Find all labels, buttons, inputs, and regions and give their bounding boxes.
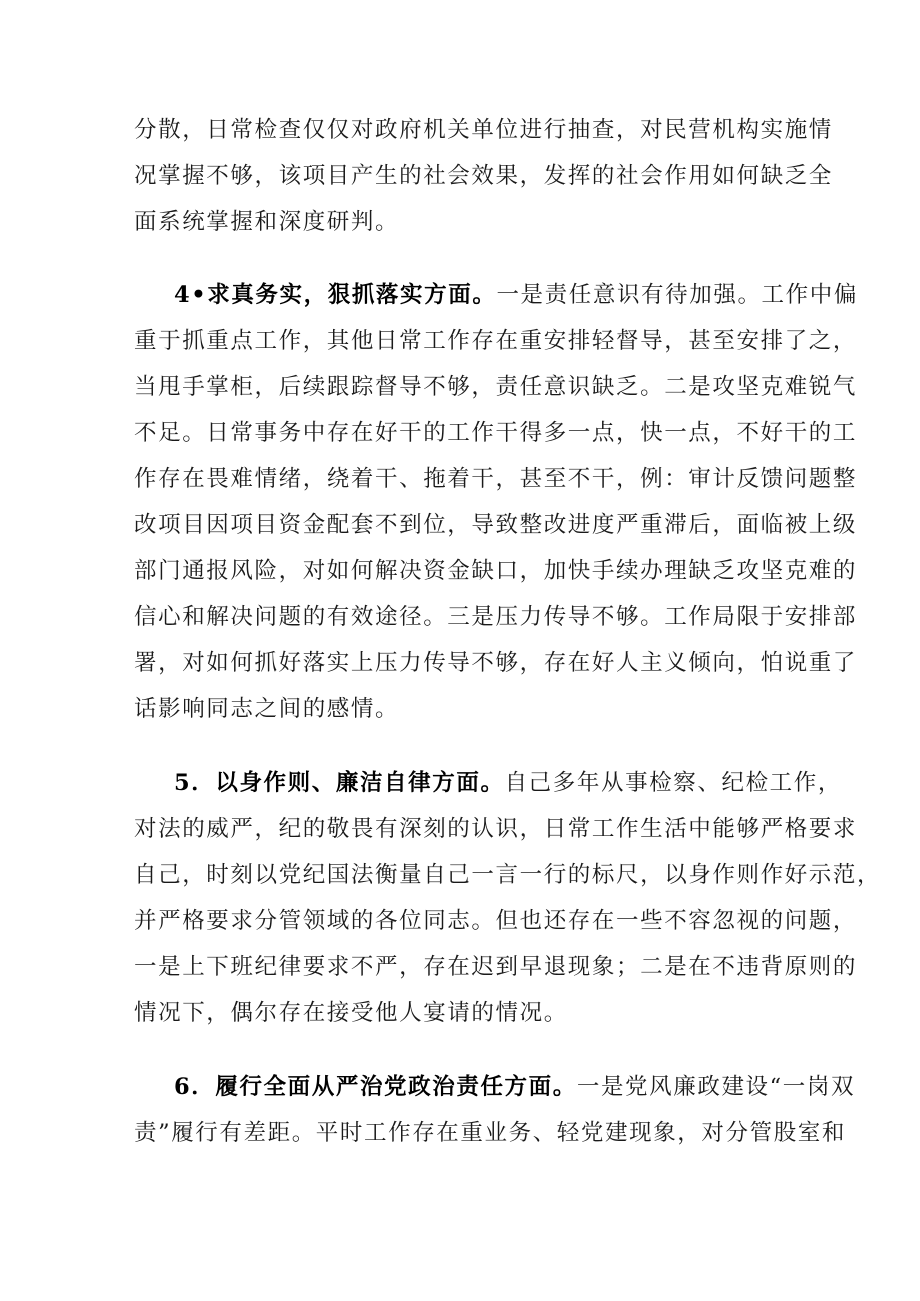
text-line: 改项目因项目资金配套不到位，导致整改进度严重滞后，面临被上级 — [134, 512, 858, 538]
text-line: 一是上下班纪律要求不严，存在迟到早退现象；二是在不违背原则的 — [134, 954, 858, 980]
paragraph-first-line — [174, 767, 842, 799]
text-line: 责”履行有差距。平时工作存在重业务、轻党建现象，对分管股室和 — [134, 1120, 847, 1146]
section-heading: 4•求真务实，狠抓落实方面。 — [174, 282, 497, 308]
text-line: 不足。日常事务中存在好干的工作干得多一点，快一点，不好干的工 — [134, 420, 858, 446]
text-line: 自己，时刻以党纪国法衡量自己一言一行的标尺，以身作则作好示范， — [134, 862, 882, 888]
text-line: 分散，日常检查仅仅对政府机关单位进行抽查，对民营机构实施情 — [134, 117, 833, 143]
text-line: 作存在畏难情绪，绕着干、拖着干，甚至不干，例：审计反馈问题整 — [134, 466, 858, 492]
text-line: 当甩手掌柜，后续跟踪督导不够，责任意识缺乏。二是攻坚克难锐气 — [134, 374, 858, 400]
text-line: 对法的威严，纪的敬畏有深刻的认识，日常工作生活中能够严格要求 — [134, 816, 858, 842]
text-line: 并严格要求分管领域的各位同志。但也还存在一些不容忽视的问题， — [134, 908, 858, 934]
text-line: 话影响同志之间的感情。 — [134, 696, 400, 722]
text-line: 重于抓重点工作，其他日常工作存在重安排轻督导，甚至安排了之， — [134, 328, 858, 354]
text-span: 自己多年从事检察、纪检工作， — [504, 770, 842, 796]
text-line: 信心和解决问题的有效途径。三是压力传导不够。工作局限于安排部 — [134, 604, 858, 630]
text-line: 情况下，偶尔存在接受他人宴请的情况。 — [134, 1000, 568, 1026]
section-heading: 6．履行全面从严治党政治责任方面。 — [174, 1074, 577, 1100]
text-line: 部门通报风险，对如何解决资金缺口，加快手续办理缺乏攻坚克难的 — [134, 558, 858, 584]
paragraph-first-line — [174, 279, 858, 311]
text-span: 一是党风廉政建设“一岗双 — [576, 1074, 856, 1100]
text-span: 一是责任意识有待加强。工作中偏 — [496, 282, 858, 308]
paragraph-first-line — [174, 1071, 855, 1103]
text-line: 况掌握不够，该项目产生的社会效果，发挥的社会作用如何缺乏全 — [134, 163, 833, 189]
text-line: 面系统掌握和深度研判。 — [134, 209, 400, 235]
text-line: 署，对如何抓好落实上压力传导不够，存在好人主义倾向，怕说重了 — [134, 650, 858, 676]
section-heading: 5．以身作则、廉洁自律方面。 — [174, 770, 505, 796]
